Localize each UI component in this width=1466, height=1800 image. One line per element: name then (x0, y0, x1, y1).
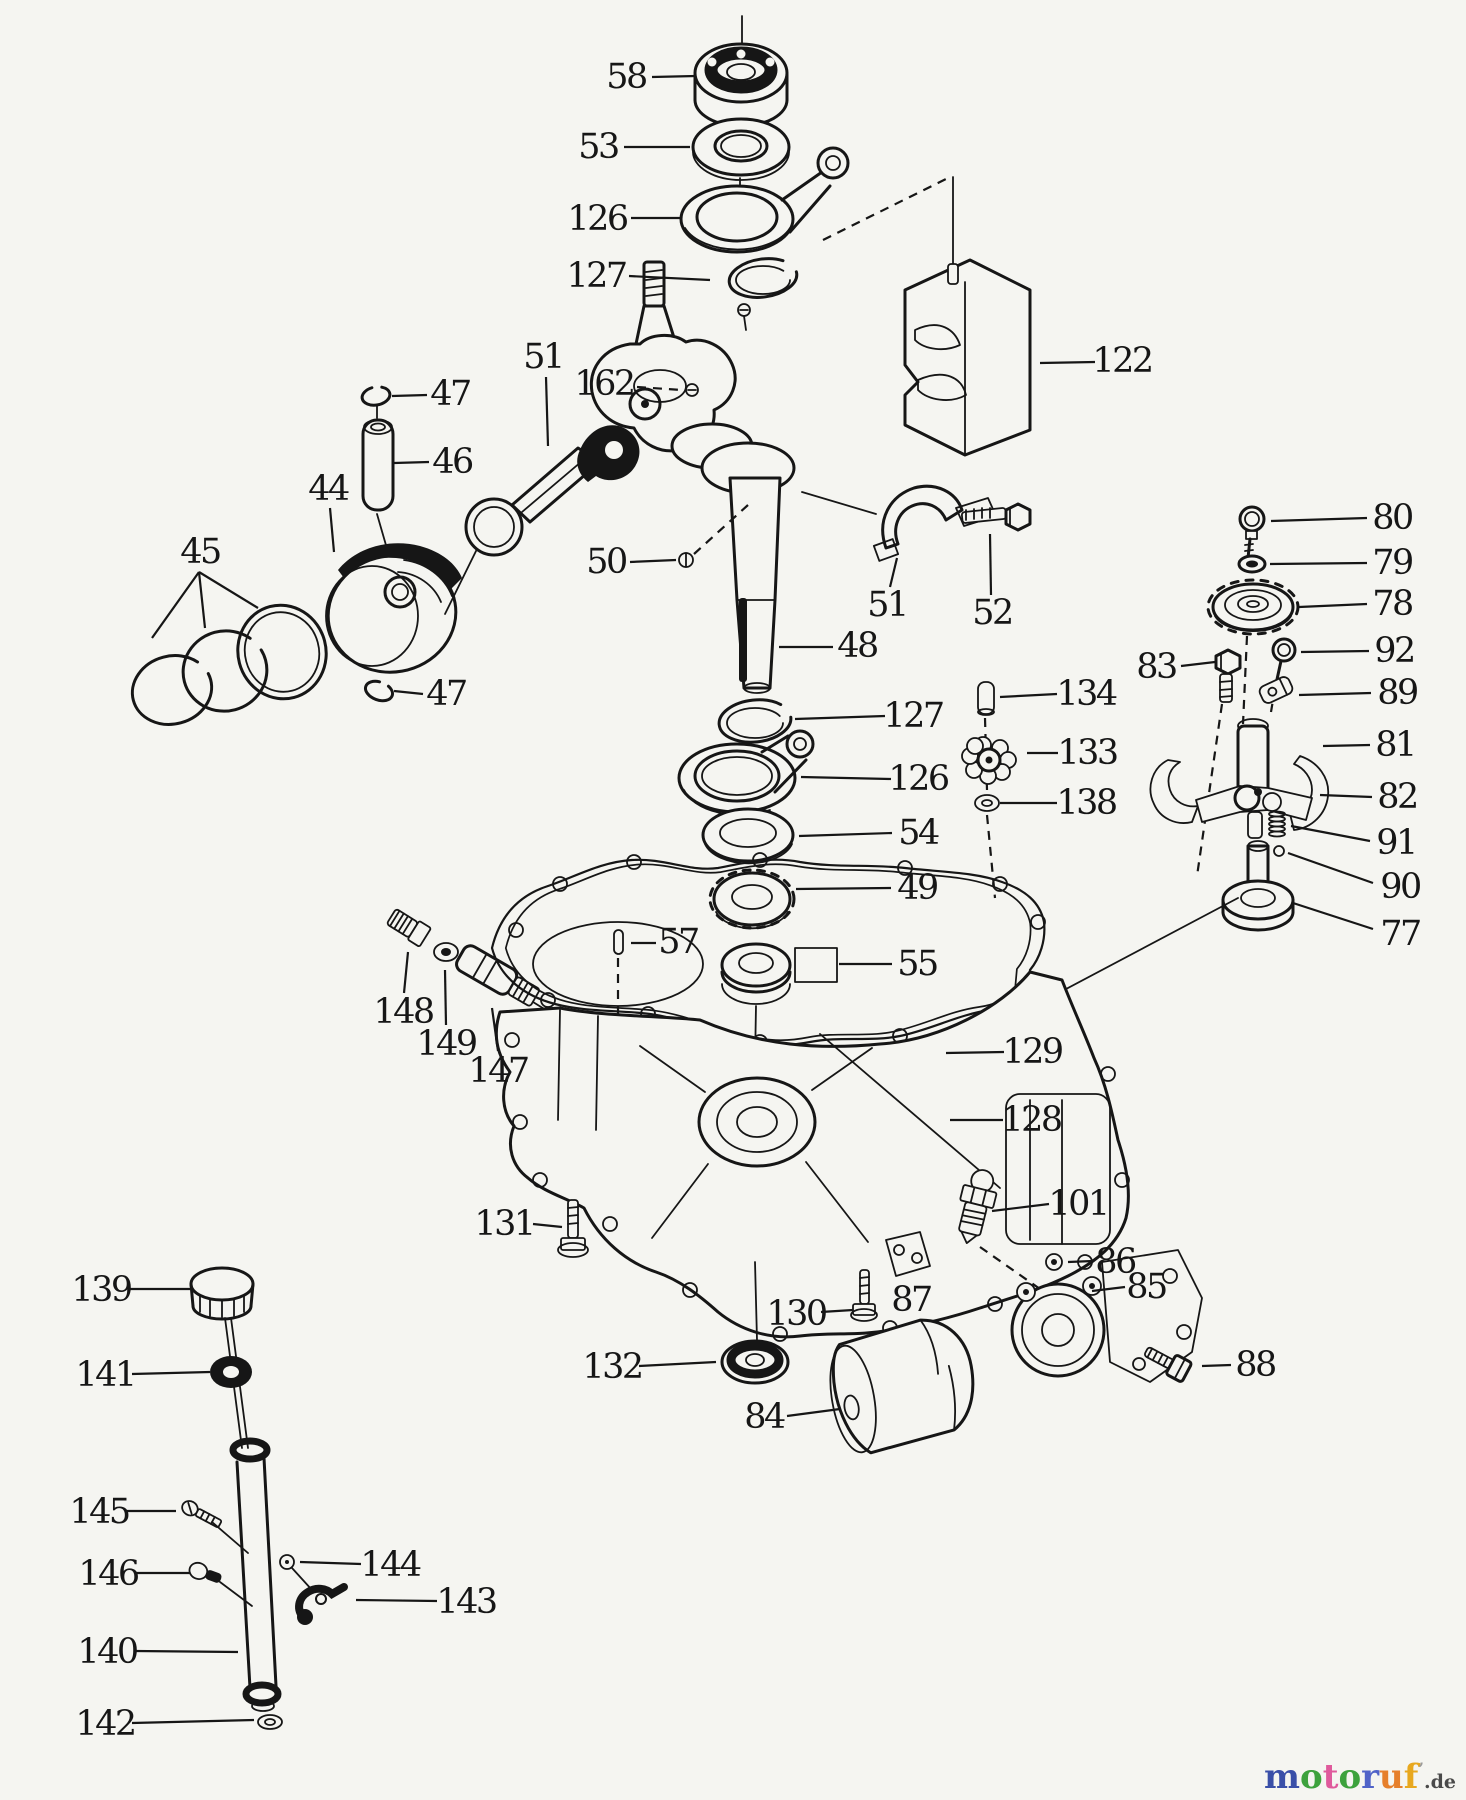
star-gear-133 (962, 737, 1016, 784)
governor-assembly-81-82 (1150, 719, 1328, 838)
leader-line-141-51 (132, 1372, 210, 1374)
leader-line-54-32 (799, 833, 892, 836)
leader-line-142-57 (132, 1720, 254, 1723)
watermark-letter: r (1361, 1757, 1380, 1797)
leader-line-58-0 (652, 76, 696, 77)
part-label-91-27: 91 (1376, 823, 1416, 863)
leader-line-46-8 (394, 462, 429, 463)
watermark-suffix: .de (1424, 1771, 1456, 1793)
part-label-147-38: 147 (468, 1051, 528, 1091)
watermark-letter: o (1300, 1757, 1323, 1797)
part-label-46-8: 46 (432, 442, 472, 482)
leader-line-47-11 (394, 691, 423, 694)
leader-line-140-56 (135, 1651, 238, 1652)
plug-146 (187, 1560, 223, 1586)
part-label-134-16: 134 (1056, 674, 1116, 714)
washer-54 (703, 809, 793, 863)
part-label-129-39: 129 (1002, 1032, 1062, 1072)
part-label-86-42: 86 (1095, 1242, 1135, 1282)
leader-line-45-10 (199, 572, 205, 628)
leader-line-81-25 (1323, 745, 1370, 746)
clamp-screw-144 (280, 1555, 312, 1590)
leader-line-83-19 (1181, 662, 1215, 666)
grommet-141 (210, 1356, 252, 1388)
part-label-126-31: 126 (888, 759, 948, 799)
leader-line-52-15 (990, 534, 991, 595)
piston-44 (319, 543, 477, 682)
part-label-53-1: 53 (578, 127, 618, 167)
part-label-143-55: 143 (436, 1582, 496, 1622)
leader-line-127-3 (629, 276, 710, 280)
part-label-50-12: 50 (586, 542, 626, 582)
leader-line-77-29 (1293, 903, 1373, 929)
leader-line-50-12 (630, 560, 676, 562)
part-label-145-52: 145 (69, 1492, 129, 1532)
watermark-letter: f (1403, 1757, 1419, 1797)
part-label-81-25: 81 (1375, 725, 1415, 765)
leader-line-143-55 (356, 1600, 437, 1601)
watermark (1264, 1757, 1456, 1797)
part-label-45-10: 45 (180, 532, 220, 572)
part-label-122-4: 122 (1092, 341, 1152, 381)
part-label-78-22: 78 (1372, 584, 1412, 624)
piston-pin-circlip-47-bottom (363, 678, 395, 704)
part-label-128-40: 128 (1001, 1100, 1061, 1140)
dipstick-tube-140 (233, 1441, 278, 1711)
plug-146-line (220, 1582, 252, 1606)
part-label-126-2: 126 (567, 199, 627, 239)
part-label-47-7: 47 (430, 374, 470, 414)
leader-line-45-10 (152, 572, 199, 638)
part-label-142-57: 142 (75, 1704, 135, 1744)
leader-line-44-9 (330, 508, 334, 552)
watermark-letter: u (1379, 1757, 1404, 1797)
part-label-148-36: 148 (373, 992, 433, 1032)
part-label-90-28: 90 (1380, 867, 1420, 907)
leader-line-88-44 (1202, 1365, 1231, 1366)
part-label-132-47: 132 (582, 1347, 642, 1387)
leader-line-51-5 (546, 377, 548, 446)
part-label-82-26: 82 (1377, 777, 1417, 817)
part-label-146-53: 146 (78, 1554, 138, 1594)
part-label-162-6: 162 (574, 364, 634, 404)
leader-line-122-4 (1040, 362, 1095, 363)
spring-91 (1269, 812, 1285, 837)
watermark-letter: m (1264, 1757, 1301, 1797)
thrust-washer-53 (693, 119, 789, 196)
leader-line-129-39 (946, 1052, 1004, 1053)
dipstick-cap-139 (191, 1268, 253, 1319)
part-label-55-35: 55 (897, 944, 937, 984)
rod-bolt-52 (962, 504, 1030, 530)
leader-line-78-22 (1299, 604, 1367, 607)
part-label-49-33: 49 (897, 868, 937, 908)
part-label-58-0: 58 (606, 57, 646, 97)
leader-line-45-10 (199, 572, 258, 608)
oil-plug-148 (386, 907, 432, 947)
leader-line-92-23 (1301, 651, 1369, 652)
relief-valve-147 (454, 943, 542, 1010)
part-label-51-5: 51 (523, 337, 563, 377)
part-label-144-54: 144 (360, 1545, 420, 1585)
part-label-130-46: 130 (766, 1294, 826, 1334)
washer-79 (1239, 556, 1265, 572)
snap-ring-127-top (727, 254, 800, 301)
leader-line-127-30 (795, 716, 885, 719)
leader-line-84-48 (787, 1409, 840, 1416)
part-label-85-43: 85 (1126, 1267, 1166, 1307)
leader-line-51-14 (890, 558, 897, 587)
plug-86 (1046, 1254, 1062, 1270)
part-label-80-20: 80 (1372, 498, 1412, 538)
leader-line-144-54 (300, 1562, 361, 1564)
governor-drive-gear-49 (710, 870, 794, 928)
clip-89 (1258, 675, 1295, 705)
balancer-block-122 (823, 177, 1030, 455)
part-label-141-51: 141 (75, 1355, 135, 1395)
part-label-47-11: 47 (426, 674, 466, 714)
leader-line-79-21 (1270, 563, 1367, 564)
part-label-44-9: 44 (308, 469, 348, 509)
leader-line-126-31 (801, 777, 891, 779)
part-label-83-19: 83 (1136, 647, 1176, 687)
washer-142 (258, 1715, 282, 1729)
oil-passage-screw-162 (686, 384, 698, 396)
ball-90 (1274, 846, 1284, 856)
part-label-89-24: 89 (1377, 673, 1417, 713)
part-label-88-44: 88 (1235, 1345, 1275, 1385)
watermark-letter: o (1338, 1757, 1362, 1797)
leader-line-148-36 (404, 952, 408, 993)
leader-line-132-47 (639, 1362, 716, 1366)
leader-line-80-20 (1271, 518, 1367, 521)
washer-149 (434, 943, 458, 961)
leader-line-131-49 (533, 1224, 562, 1227)
part-label-48-13: 48 (837, 626, 877, 666)
part-label-133-17: 133 (1057, 733, 1117, 773)
piston-pin-circlip-47-top (361, 385, 392, 418)
part-label-140-56: 140 (77, 1632, 137, 1672)
leader-line-86-42 (1068, 1261, 1093, 1262)
retainer-126-bottom (679, 731, 813, 815)
bolt-83 (1197, 650, 1240, 876)
part-label-138-18: 138 (1056, 783, 1116, 823)
leader-line-91-27 (1291, 826, 1370, 841)
ball-bearing-58 (695, 16, 787, 126)
part-label-127-30: 127 (883, 696, 943, 736)
part-label-127-3: 127 (566, 256, 626, 296)
part-label-84-48: 84 (744, 1397, 784, 1437)
part-label-79-21: 79 (1372, 543, 1412, 583)
leader-line-89-24 (1299, 693, 1371, 695)
watermark-tick: ’ (1418, 1759, 1424, 1778)
small-screw-top (738, 304, 750, 330)
leader-line-90-28 (1288, 853, 1373, 883)
part-label-77-29: 77 (1380, 914, 1420, 954)
connecting-rod-51 (466, 425, 639, 555)
leader-line-134-16 (1000, 694, 1057, 697)
oil-seal-132 (722, 1341, 788, 1383)
leader-line-149-37 (445, 970, 446, 1025)
part-label-54-32: 54 (898, 813, 938, 853)
part-label-139-50: 139 (71, 1270, 131, 1310)
part-label-52-15: 52 (972, 593, 1012, 633)
clamp-143 (297, 1587, 344, 1625)
part-label-149-37: 149 (416, 1024, 476, 1064)
part-label-51-14: 51 (867, 585, 907, 625)
part-label-57-34: 57 (658, 922, 698, 962)
watermark-letter: t (1322, 1757, 1339, 1797)
bolt-80 (1240, 507, 1264, 558)
leader-line-47-7 (392, 395, 427, 396)
leader-line-49-33 (796, 888, 891, 889)
piston-rings-45 (125, 595, 337, 733)
part-label-131-49: 131 (474, 1204, 534, 1244)
part-label-92-23: 92 (1374, 631, 1414, 671)
part-label-101-41: 101 (1048, 1184, 1108, 1224)
part-label-87-45: 87 (891, 1280, 931, 1320)
